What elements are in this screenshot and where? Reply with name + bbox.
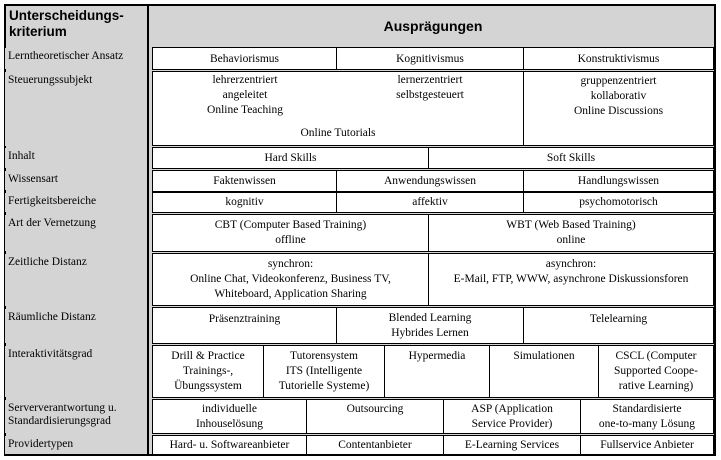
cell-hard-softwareanbieter: Hard- u. Softwareanbieter [152,435,307,455]
cell-hard-skills: Hard Skills [152,147,429,169]
cell-psychomotorisch: psychomotorisch [523,192,714,213]
cell-drill-practice: Drill & Practice Trainings-, Übungssystem [152,345,264,398]
row-label-fertigkeit: Fertigkeitsbereiche [5,193,146,212]
cell-handlungswissen: Handlungswissen [523,170,714,192]
cell-telelearning: Telelearning [523,307,714,344]
row-label-lerntheorie: Lerntheoretischer Ansatz [5,48,146,69]
cell-lehrerzentriert: lehrerzentriert angeleitet Online Teaching [207,74,283,116]
cell-behaviorismus: Behaviorismus [152,47,337,70]
cell-gruppenzentriert: gruppenzentriert kollaborativ Online Discussions [523,71,714,146]
row-label-zeitlich: Zeitliche Distanz [5,254,146,306]
cell-faktenwissen: Faktenwissen [152,170,337,192]
cell-inhouseloesung: individuelle Inhouselösung [152,399,307,434]
cell-asp: ASP (Application Service Provider) [443,399,581,434]
cell-tutorensystem: Tutorensystem ITS (Intelligente Tutorielle Systeme) [263,345,385,398]
row-label-interaktiv: Interaktivitätsgrad [5,346,146,397]
cell-outsourcing: Outsourcing [306,399,444,434]
cell-cbt: CBT (Computer Based Training) offline [152,214,429,252]
row-label-server: Serververantwortung u. Standardisierungsgrad [5,400,146,433]
cell-elearning-services: E-Learning Services [443,435,581,455]
row-label-raeumlich: Räumliche Distanz [5,309,146,343]
row-label-steuerung: Steuerungssubjekt [5,72,146,146]
cell-affektiv: affektiv [336,192,524,213]
cell-hypermedia: Hypermedia [384,345,490,398]
cell-praesenztraining: Präsenztraining [152,307,337,344]
header-values: Ausprägungen [152,6,714,46]
cell-blended-learning: Blended Learning Hybrides Lernen [336,307,524,344]
row-label-wissensart: Wissensart [5,171,146,190]
cell-soft-skills: Soft Skills [428,147,714,169]
cell-kognitivismus: Kognitivismus [336,47,524,70]
header-criterion: Unterscheidungs- kriterium [6,6,146,46]
row-label-vernetzung: Art der Vernetzung [5,215,146,251]
column-divider [147,4,149,456]
cell-standardisierte-loesung: Standardisierte one-to-many Lösung [580,399,714,434]
cell-konstruktivismus: Konstruktivismus [523,47,714,70]
cell-simulationen: Simulationen [489,345,599,398]
cell-anwendungswissen: Anwendungswissen [336,170,524,192]
cell-asynchron: asynchron: E-Mail, FTP, WWW, asynchrone Diskussionsforen [428,253,714,306]
cell-contentanbieter: Contentanbieter [306,435,444,455]
cell-fullservice-anbieter: Fullservice Anbieter [580,435,714,455]
cell-lernerzentriert: lernerzentriert selbstgesteuert [396,74,464,101]
cell-online-tutorials: Online Tutorials [300,127,376,139]
row-label-provider: Providertypen [5,436,146,454]
cell-cscl: CSCL (Computer Supported Coope- rative Learning) [598,345,714,398]
cell-kognitiv: kognitiv [152,192,337,213]
row-label-inhalt: Inhalt [5,148,146,168]
cell-wbt: WBT (Web Based Training) online [428,214,714,252]
cell-synchron: synchron: Online Chat, Videokonferenz, Business TV, Whiteboard, Application Sharing [152,253,429,306]
